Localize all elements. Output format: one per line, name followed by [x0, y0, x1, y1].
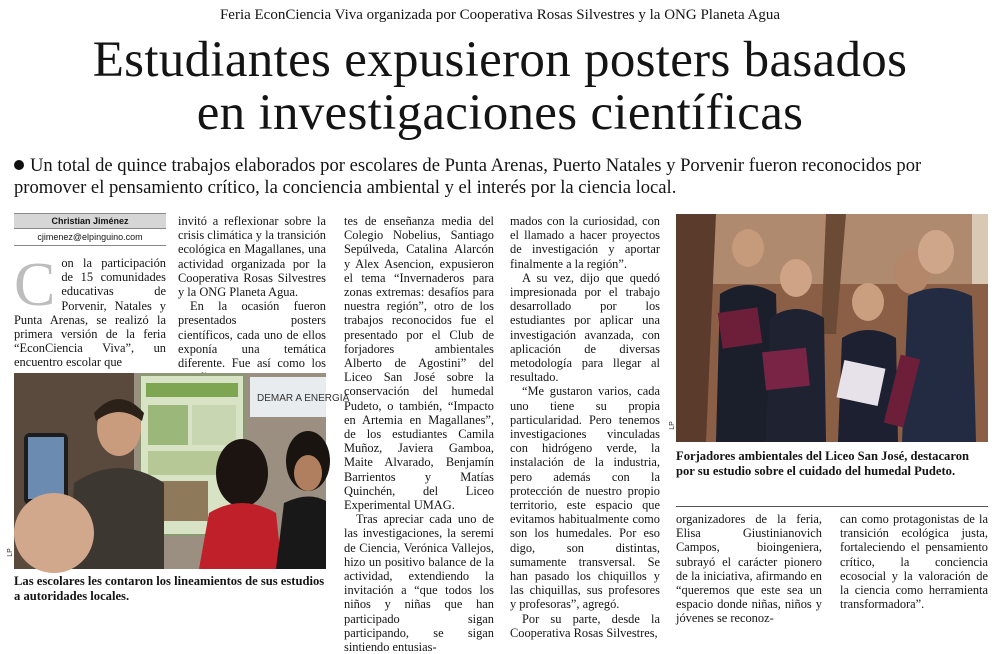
byline — [14, 213, 166, 246]
col2-paragraph-2: En la ocasión fueron presentados posters científicos, cada uno de ellos exponía una temática diferente. Fue así como los — [178, 299, 326, 371]
photo-forjadores-ambientales — [668, 214, 988, 442]
column-3 — [344, 214, 494, 654]
poster-sign-text: DEMAR A ENERGIA — [257, 393, 350, 404]
author-name: Christian Jiménez — [14, 213, 166, 229]
forjadores-image — [676, 214, 988, 442]
col4-paragraph-2: A su vez, dijo que quedó impresionada por el trabajo desarrollado por los estudiantes por aplicar una investigación avanzada, con aplicación de diversas metodología para llegar al resultado. — [510, 270, 660, 385]
col1-text: on la participación de 15 comunidades educativas de Porvenir, Natales y Punta Arenas, se realizó la primera versión de la feria “EconCiencia Viva”, un encuentro escolar que — [14, 256, 166, 370]
col4-paragraph-3: “Me gustaron varios, cada uno tiene su propia particularidad. Pero tenemos investigaciones vinculadas con hidrógeno verde, la instalación de la industria, pero además con la protección de nuestro propio territorio, este espacio que evitamos habitualmente como son los humedales. Por eso digo, son distintas, sumamente transversal. Se han pasado los chiquillos y las chiquillas, sus profesores y profesoras”, agregó. — [510, 384, 660, 612]
students-poster-image — [14, 373, 350, 569]
photo-students-poster — [6, 373, 350, 569]
col2-paragraph-1: invitó a reflexionar sobre la crisis climática y la transición ecológica en Magallanes, una actividad organizada por la Cooperativa Rosas Silvestres y la ONG Planeta Agua. — [178, 214, 326, 300]
headline-line-1: Estudiantes expusieron posters basados — [92, 32, 908, 88]
column-5 — [676, 512, 822, 626]
column-6 — [840, 512, 988, 611]
bullet-icon — [14, 160, 24, 170]
col3-paragraph-2: Tras apreciar cada uno de las investigaciones, la seremi de Ciencia, Verónica Vallejos, hizo un positivo balance de la actividad, extendiendo la invitación a “que todos los niños y niñas que han participado sigan participando, se sigan sintiendo entusias- — [344, 512, 494, 654]
col4-paragraph-4: Por su parte, desde la Cooperativa Rosas Silvestres, — [510, 611, 660, 640]
article-kicker: Feria EconCiencia Viva organizada por Cooperativa Rosas Silvestres y la ONG Planeta Agua — [219, 7, 781, 23]
column-4 — [510, 214, 660, 640]
photo-credit-left: LP — [6, 548, 14, 557]
author-email[interactable]: cjimenez@elpinguino.com — [14, 229, 166, 246]
column-1 — [14, 251, 166, 370]
caption-right: Forjadores ambientales del Liceo San José, destacaron por su estudio sobre el cuidado del humedal Pudeto. — [676, 449, 970, 478]
photo-credit-right: LP — [668, 421, 676, 430]
caption-left: Las escolares les contaron los lineamientos de sus estudios a autoridades locales. — [14, 574, 325, 603]
col5-text: organizadores de la feria, Elisa Giustinianovich Campos, bioingeniera, subrayó el carácter pionero de la iniciativa, afirmando en “queremos que este sea un espacio donde niñas, niños y jóvenes se reconoz- — [676, 512, 822, 626]
deck-text: Un total de quince trabajos elaborados por escolares de Punta Arenas, Puerto Natales y Porvenir fueron reconocidos por promover el pensamiento crítico, la conciencia ambiental y el interés por la ciencia local. — [14, 155, 922, 198]
article-deck — [14, 155, 994, 199]
column-2 — [178, 214, 326, 384]
article-headline — [0, 34, 1000, 140]
drop-cap: C — [14, 251, 56, 319]
col4-paragraph-1: mados con la curiosidad, con el llamado a hacer proyectos de investigación y aportar finalmente a la región”. — [510, 214, 660, 271]
col3-paragraph-1: tes de enseñanza media del Colegio Nobelius, Santiago Sepúlveda, Catalina Alarcón y Alex Asencion, expusieron el tema “Invernaderos para zonas extremas: desafíos para nuestra región”, otro de los trabajos reconocidos fue el presentado por el Club de forjadores ambientales Alberto de Agostini” del Liceo San José sobre la conservación del humedal Pudeto, o también, “Impacto en Artemia en Magallanes”, de los estudiantes Camila Muñoz, Javiera Gamboa, Maite Alvarado, Benjamín Barrientos y Matías Quinchén, del Liceo Experimental UMAG. — [344, 214, 494, 513]
col6-text: can como protagonistas de la transición ecológica justa, fortaleciendo el pensamiento crítico, la conciencia ecosocial y la valoración de la ciencia como herramienta transformadora”. — [840, 512, 988, 612]
caption-divider — [676, 506, 988, 507]
headline-line-2: en investigaciones científicas — [196, 85, 804, 141]
